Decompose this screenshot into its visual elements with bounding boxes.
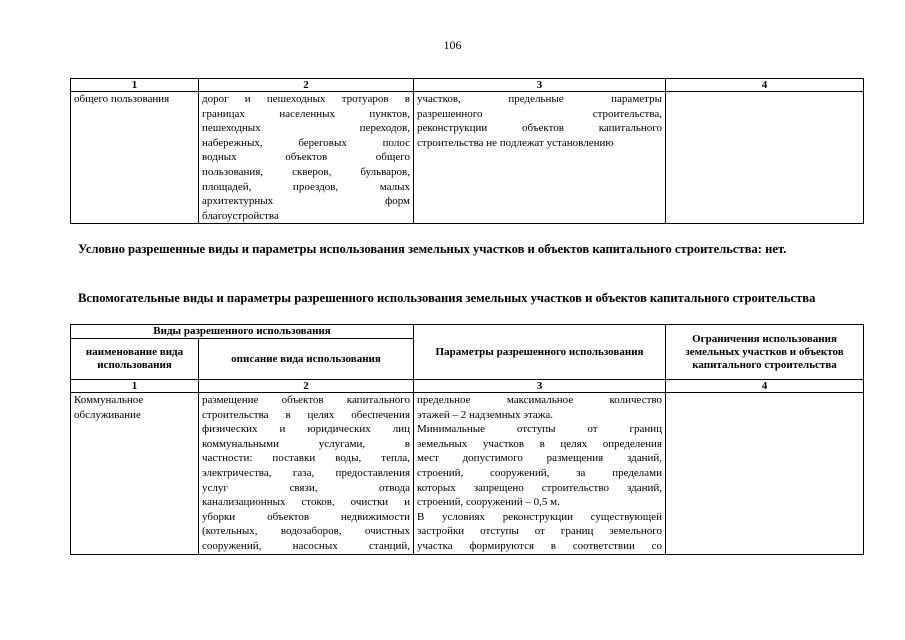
text-line: коммунальными услугами, в bbox=[202, 437, 411, 450]
use-parameters bbox=[414, 393, 666, 555]
text-line: пользования, скверов, бульваров, bbox=[202, 165, 410, 178]
top-table bbox=[70, 78, 864, 224]
use-restrictions bbox=[666, 393, 864, 555]
text-line: строительства в целях обеспечения bbox=[202, 408, 411, 421]
table-row bbox=[71, 393, 864, 555]
text-line: водных объектов общего bbox=[202, 151, 410, 164]
text-line: канализационных стоков, очистки и bbox=[202, 496, 411, 509]
section-heading-conditional: Условно разрешенные виды и параметры использования земельных участков и объектов капитального строительства: нет. bbox=[78, 242, 787, 256]
text-line: В условиях реконструкции существующей bbox=[417, 510, 663, 523]
text-line: дорог и пешеходных тротуаров в bbox=[202, 93, 410, 105]
group-header: Виды разрешенного использования bbox=[71, 325, 414, 339]
text-line: площадей, проездов, малых bbox=[202, 180, 410, 193]
parameters-header: Параметры разрешенного использования bbox=[414, 325, 666, 380]
text-line: электричества, газа, предоставления bbox=[202, 466, 411, 479]
text-line: реконструкции объектов капитального bbox=[417, 122, 662, 135]
text-line: участка формируются в соответствии со bbox=[417, 539, 663, 552]
text-line: разрешенного строительства, bbox=[417, 107, 662, 120]
text-line: застройки отступы от границ земельного bbox=[417, 525, 663, 538]
text-line: участков, предельные параметры bbox=[417, 93, 662, 105]
use-type-description bbox=[199, 393, 414, 555]
text-line: благоустройства bbox=[202, 209, 279, 222]
text-line: размещение объектов капитального bbox=[202, 394, 411, 406]
description-header: описание вида использования bbox=[199, 339, 414, 380]
text-line: мест допустимого размещения зданий, bbox=[417, 452, 663, 465]
text-line: предельное максимальное количество bbox=[417, 394, 663, 406]
top-table-number-row bbox=[71, 79, 864, 92]
text-line: строений, сооружений, за пределами bbox=[417, 466, 663, 479]
text-line: архитектурных форм bbox=[202, 195, 410, 208]
text-line: границах населенных пунктов, bbox=[202, 107, 410, 120]
column-number: 4 bbox=[666, 380, 864, 393]
text-line: которых запрещено строительство зданий, bbox=[417, 481, 663, 494]
text-line: сооружений, насосных станций, bbox=[202, 539, 411, 552]
table-row bbox=[71, 92, 864, 224]
section-heading-auxiliary: Вспомогательные виды и параметры разрешенного использования земельных участков и объектов капитального строительства bbox=[78, 291, 816, 305]
text-line: этажей – 2 надземных этажа. bbox=[417, 408, 554, 421]
text-line: пешеходных переходов, bbox=[202, 122, 410, 135]
column-number: 4 bbox=[666, 79, 864, 92]
text-line: услуг связи, отвода bbox=[202, 481, 411, 494]
use-type-name: общего пользования bbox=[71, 92, 199, 224]
bottom-table-number-row bbox=[71, 380, 864, 393]
name-header: наименование вида использования bbox=[71, 339, 199, 380]
use-type-description bbox=[199, 92, 414, 224]
column-number: 2 bbox=[199, 79, 414, 92]
use-restrictions bbox=[666, 92, 864, 224]
text-line: (котельных, водозаборов, очистных bbox=[202, 525, 411, 538]
column-number: 3 bbox=[414, 79, 666, 92]
column-number: 2 bbox=[199, 380, 414, 393]
text-line: физических и юридических лиц bbox=[202, 423, 411, 436]
use-type-name: Коммунальное обслуживание bbox=[71, 393, 199, 555]
text-line: набережных, береговых полос bbox=[202, 136, 410, 149]
text-line: земельных участков в целях определения bbox=[417, 437, 663, 450]
text-line: строительства не подлежат установлению bbox=[417, 136, 614, 149]
text-line: частности: поставки воды, тепла, bbox=[202, 452, 411, 465]
page-number: 106 bbox=[443, 38, 462, 52]
text-line: уборки объектов недвижимости bbox=[202, 510, 411, 523]
auxiliary-uses-table bbox=[70, 324, 864, 555]
header-row bbox=[71, 325, 864, 339]
column-number: 3 bbox=[414, 380, 666, 393]
use-parameters bbox=[414, 92, 666, 224]
restrictions-header: Ограничения использования земельных участков и объектов капитального строительства bbox=[666, 325, 864, 380]
text-line: строений, сооружений – 0,5 м. bbox=[417, 496, 560, 509]
text-line: Минимальные отступы от границ bbox=[417, 423, 663, 436]
column-number: 1 bbox=[71, 380, 199, 393]
column-number: 1 bbox=[71, 79, 199, 92]
